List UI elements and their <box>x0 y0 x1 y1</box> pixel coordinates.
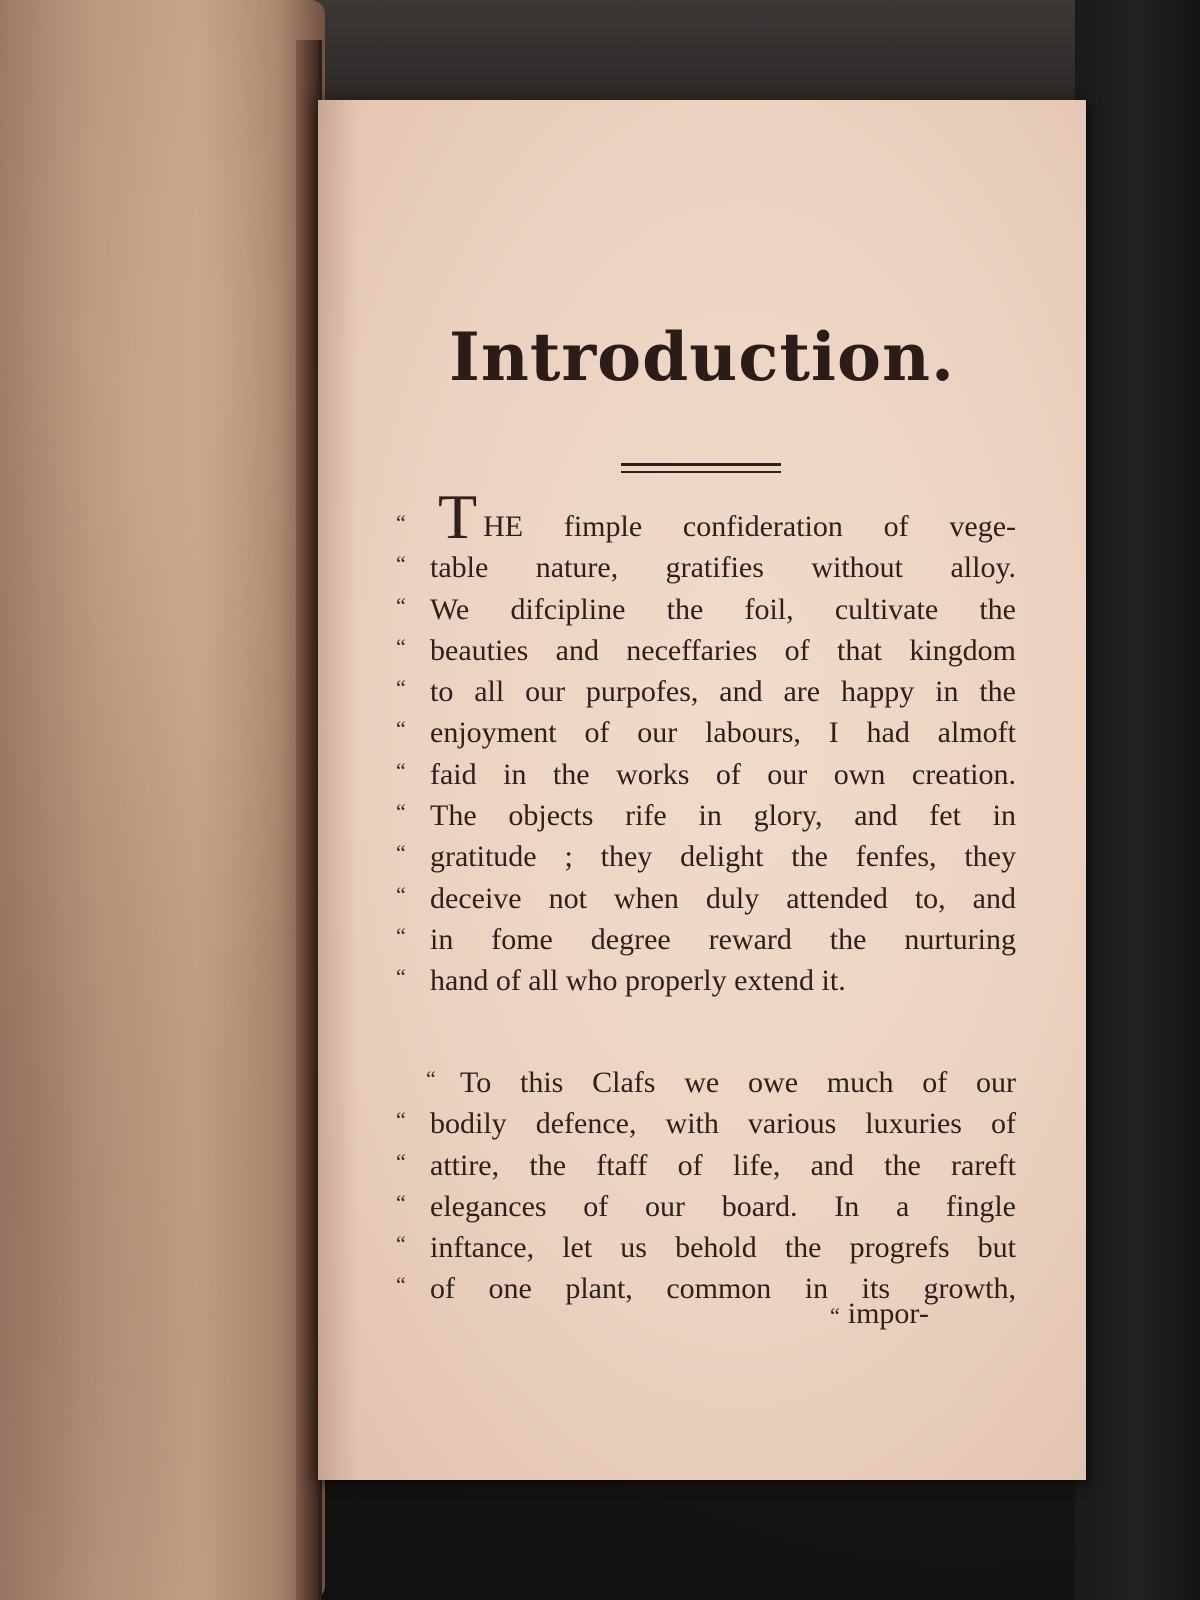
text-line: “ The objects rife in glory, and fet in <box>396 795 1016 836</box>
quote-mark: “ <box>426 1066 436 1091</box>
text-line: “ gratitude ; they delight the fenfes, they <box>396 836 1016 877</box>
first-line-text: HE fimple confideration of vege- <box>483 510 1016 543</box>
quote-mark: “ <box>830 1303 840 1328</box>
text-line: “ elegances of our board. In a fingle <box>396 1186 1016 1227</box>
quote-mark: “ <box>396 716 406 742</box>
text-line: “ beauties and neceffaries of that kingdom <box>396 630 1016 671</box>
text-line: “ bodily defence, with various luxuries of <box>396 1103 1016 1144</box>
quote-mark: “ <box>396 510 406 535</box>
background-right <box>1075 0 1200 1600</box>
quote-mark: “ <box>396 922 406 948</box>
text-line: “ inftance, let us behold the progrefs but <box>396 1227 1016 1268</box>
text-line: “ attire, the ftaff of life, and the rareft <box>396 1145 1016 1186</box>
paragraph-2 <box>396 1062 1016 1310</box>
quote-mark: “ <box>396 551 406 577</box>
quote-mark: “ <box>396 1231 406 1257</box>
background-top <box>290 0 1200 100</box>
left-page <box>0 0 325 1600</box>
text-line <box>396 481 1016 552</box>
quote-mark: “ <box>396 1189 406 1215</box>
text-line: “ deceive not when duly attended to, and <box>396 878 1016 919</box>
paragraph-1 <box>396 481 1016 1002</box>
right-page <box>318 100 1086 1480</box>
text-line: “ faid in the works of our own creation. <box>396 754 1016 795</box>
page-title: Introduction. <box>448 318 955 396</box>
title-rule <box>621 463 781 473</box>
text-line: “ enjoyment of our labours, I had almoft <box>396 712 1016 753</box>
quote-mark: “ <box>396 799 406 825</box>
quote-mark: “ <box>396 1148 406 1174</box>
quote-mark: “ <box>396 1272 406 1298</box>
quote-mark: “ <box>396 840 406 866</box>
text-line: “ in fome degree reward the nurturing <box>396 919 1016 960</box>
text-line: “ To this Clafs we owe much of our <box>396 1062 1016 1103</box>
text-line: “ hand of all who properly extend it. <box>396 960 1016 1001</box>
quote-mark: “ <box>396 633 406 659</box>
text-line: “ We difcipline the foil, cultivate the <box>396 589 1016 630</box>
catchword: “ impor- <box>830 1297 929 1330</box>
text-line: “ to all our purpofes, and are happy in the <box>396 671 1016 712</box>
text-line: “ of one plant, common in its growth, <box>396 1268 1016 1309</box>
drop-cap: T <box>438 481 478 552</box>
text-line: “ table nature, gratifies without alloy. <box>396 547 1016 588</box>
quote-mark: “ <box>396 881 406 907</box>
quote-mark: “ <box>396 592 406 618</box>
quote-mark: “ <box>396 964 406 990</box>
quote-mark: “ <box>396 757 406 783</box>
quote-mark: “ <box>396 675 406 701</box>
quote-mark: “ <box>396 1107 406 1133</box>
